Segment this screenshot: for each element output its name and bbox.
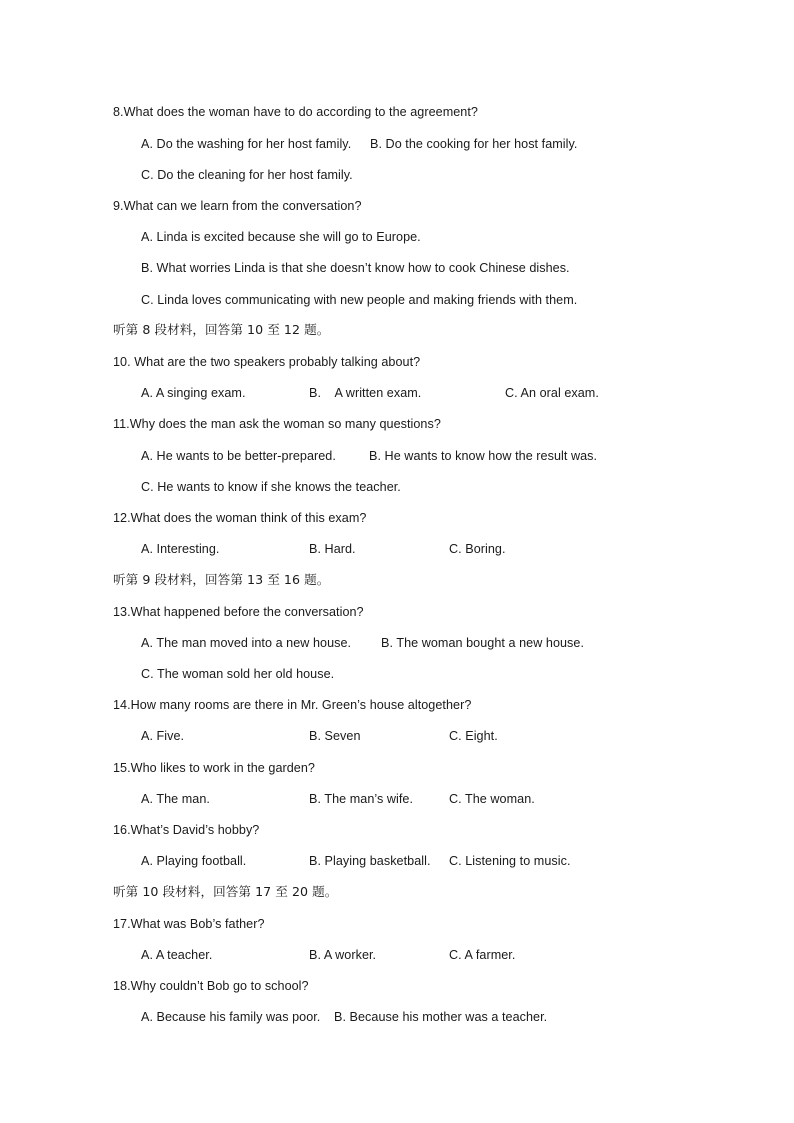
question-8: 8.What does the woman have to do according to the agreement? [113,105,478,119]
option-17b: B. A worker. [309,948,377,962]
option-14c: C. Eight. [449,729,498,743]
section-9-heading: 听第 9 段材料，回答第 13 至 16 题。 [113,572,330,587]
question-15: 15.Who likes to work in the garden? [113,761,315,775]
question-11: 11.Why does the man ask the woman so many questions? [113,417,441,431]
option-9b: B. What worries Linda is that she doesn’t know how to cook Chinese dishes. [141,261,570,275]
option-11b: B. He wants to know how the result was. [369,449,598,463]
option-17a: A. A teacher. [141,948,213,962]
option-17c: C. A farmer. [449,948,516,962]
section-10-heading: 听第 10 段材料，回答第 17 至 20 题。 [113,884,338,899]
option-18b: B. Because his mother was a teacher. [334,1010,548,1024]
question-18: 18.Why couldn’t Bob go to school? [113,979,309,993]
option-15a: A. The man. [141,792,210,806]
option-8b: B. Do the cooking for her host family. [370,137,578,151]
option-15b: B. The man’s wife. [309,792,414,806]
option-8a: A. Do the washing for her host family. [141,137,352,151]
option-16b: B. Playing basketball. [309,854,431,868]
option-10c: C. An oral exam. [505,386,599,400]
option-12a: A. Interesting. [141,542,220,556]
option-10a: A. A singing exam. [141,386,246,400]
question-12: 12.What does the woman think of this exam? [113,511,367,525]
option-16a: A. Playing football. [141,854,247,868]
option-14b: B. Seven [309,729,361,743]
option-10b: B. A written exam. [309,386,422,400]
option-13c: C. The woman sold her old house. [141,667,335,681]
question-17: 17.What was Bob’s father? [113,917,265,931]
option-9c: C. Linda loves communicating with new people and making friends with them. [141,293,578,307]
option-12c: C. Boring. [449,542,506,556]
option-11a: A. He wants to be better-prepared. [141,449,336,463]
question-13: 13.What happened before the conversation? [113,605,364,619]
option-8c: C. Do the cleaning for her host family. [141,168,353,182]
section-8-heading: 听第 8 段材料，回答第 10 至 12 题。 [113,322,330,337]
option-14a: A. Five. [141,729,185,743]
question-14: 14.How many rooms are there in Mr. Green’s house altogether? [113,698,472,712]
question-9: 9.What can we learn from the conversation? [113,199,362,213]
question-10: 10. What are the two speakers probably talking about? [113,355,421,369]
option-15c: C. The woman. [449,792,535,806]
option-18a: A. Because his family was poor. [141,1010,321,1024]
option-13b: B. The woman bought a new house. [381,636,585,650]
option-13a: A. The man moved into a new house. [141,636,352,650]
question-16: 16.What’s David’s hobby? [113,823,260,837]
option-11c: C. He wants to know if she knows the teacher. [141,480,401,494]
option-16c: C. Listening to music. [449,854,571,868]
option-9a: A. Linda is excited because she will go to Europe. [141,230,421,244]
option-12b: B. Hard. [309,542,356,556]
